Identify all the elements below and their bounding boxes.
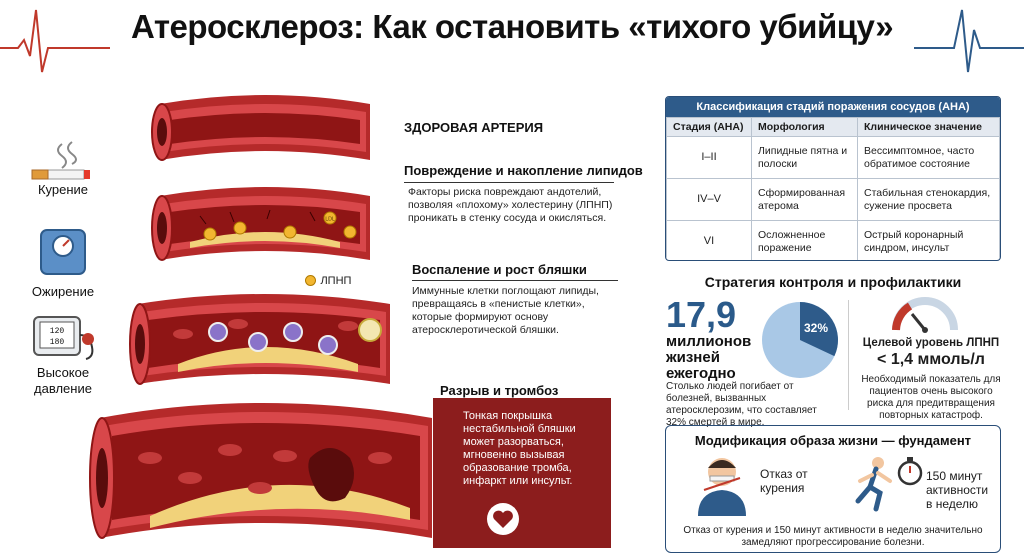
lifestyle-activity: 150 минут активности в неделю bbox=[926, 469, 989, 511]
gauge-icon bbox=[890, 292, 960, 334]
table-cell: Липидные пятна и полоски bbox=[752, 137, 858, 179]
strategy-title: Стратегия контроля и профилактики bbox=[704, 274, 962, 290]
table-cell: Сформированная атерома bbox=[752, 179, 858, 221]
deaths-note: Столько людей погибает от болезней, вызванных атеросклерозим, что составляет 32% смертей в мире. bbox=[666, 381, 817, 428]
quit-smoking-person-icon bbox=[690, 450, 754, 516]
ldl-particle-icon bbox=[305, 275, 316, 286]
cigarette-icon bbox=[18, 138, 108, 182]
risk-label-pressure: Высокое давление bbox=[34, 365, 92, 396]
bp-reading-top: 120 bbox=[49, 327, 65, 336]
col-header-stage: Стадия (AHA) bbox=[667, 118, 752, 137]
ldl-particle-tag: LDL bbox=[325, 216, 335, 223]
stage-rupture-text: Тонкая покрышка нестабильной бляшки может разорваться, мгновенно вызывая образование тромба, инфаркт или инсульт. bbox=[463, 410, 576, 487]
ldl-target-label: Целевой уровень ЛПНП bbox=[862, 337, 1000, 349]
table-cell: Вессимптомное, часто обратимое состояние bbox=[858, 137, 1000, 179]
stage-inflammation-text: Иммунные клетки поглощают липиды, превращаясь в «пенистые клетки», которые формируют основу атеросклеротической бляшки. bbox=[412, 285, 599, 336]
stopwatch-icon bbox=[896, 456, 924, 486]
risk-label-smoking: Курение bbox=[37, 182, 89, 197]
table-cell: Острый коронарный синдром, инсульт bbox=[858, 221, 1000, 262]
scale-icon bbox=[18, 228, 108, 276]
table-cell: Осложненное поражение bbox=[752, 221, 858, 262]
stage-damage-title: Повреждение и накопление липидов bbox=[404, 163, 643, 178]
risk-factor-obesity bbox=[18, 228, 108, 300]
mortality-pie-chart bbox=[760, 300, 840, 380]
stage-inflammation-connector bbox=[412, 280, 618, 281]
damaged-artery-illustration bbox=[140, 182, 390, 272]
pie-label: 32% bbox=[803, 321, 829, 335]
risk-factor-smoking bbox=[18, 138, 108, 208]
table-row bbox=[667, 179, 1000, 221]
table-cell: VI bbox=[667, 221, 752, 262]
bp-reading-bottom: 180 bbox=[49, 338, 65, 347]
blood-pressure-monitor-icon bbox=[18, 313, 108, 361]
col-header-morphology: Морфология bbox=[752, 118, 858, 137]
ldl-marker bbox=[305, 272, 351, 290]
inflamed-artery-illustration bbox=[118, 290, 410, 396]
runner-icon bbox=[850, 455, 900, 513]
classification-table bbox=[665, 96, 1001, 261]
stage-inflammation-title: Воспаление и рост бляшки bbox=[412, 262, 587, 277]
stage-rupture-title: Разрыв и тромбоз bbox=[440, 383, 559, 398]
ldl-target-note: Необходимый показатель для пациентов очень высокого риска для предитвращения повторных катастроф. bbox=[861, 374, 1001, 421]
table-row bbox=[667, 137, 1000, 179]
table-cell: I–II bbox=[667, 137, 752, 179]
col-header-clinical: Клиническое значение bbox=[858, 118, 1000, 137]
table-row bbox=[667, 221, 1000, 262]
ldl-label: ЛПНП bbox=[320, 274, 352, 287]
deaths-label: миллионов жизней ежегодно bbox=[666, 333, 752, 382]
classification-title: Классификация стадий поражения сосудов (AHA) bbox=[666, 97, 1000, 117]
section-divider bbox=[848, 300, 849, 410]
ldl-target-value: < 1,4 ммоль/л bbox=[877, 351, 985, 368]
stage-healthy-title: ЗДОРОВАЯ АРТЕРИЯ bbox=[404, 120, 544, 135]
lifestyle-quit-smoking: Отказ от курения bbox=[760, 467, 808, 495]
table-cell: Стабильная стенокардия, сужение просвета bbox=[858, 179, 1000, 221]
healthy-artery-illustration bbox=[140, 90, 390, 170]
deaths-number: 17,9 bbox=[666, 294, 737, 335]
stage-damage-text: Факторы риска повреждают андотелий, позволяя «плохому» холестерину (ЛПНП) проникать в стенку сосуда и окисляться. bbox=[408, 186, 613, 224]
heart-attack-alert-icon bbox=[486, 502, 520, 536]
page-title: Атеросклероз: Как остановить «тихого убийцу» bbox=[130, 8, 894, 45]
ruptured-artery-illustration bbox=[80, 398, 440, 554]
lifestyle-title: Модификация образа жизни — фундамент bbox=[694, 433, 972, 448]
risk-label-obesity: Ожирение bbox=[31, 284, 95, 299]
table-cell: IV–V bbox=[667, 179, 752, 221]
risk-factor-pressure bbox=[18, 313, 108, 403]
stage-damage-connector bbox=[404, 182, 614, 183]
lifestyle-note: Отказ от курения и 150 минут активности в неделю значительно замедляют прогрессирование болезни. bbox=[683, 525, 983, 548]
